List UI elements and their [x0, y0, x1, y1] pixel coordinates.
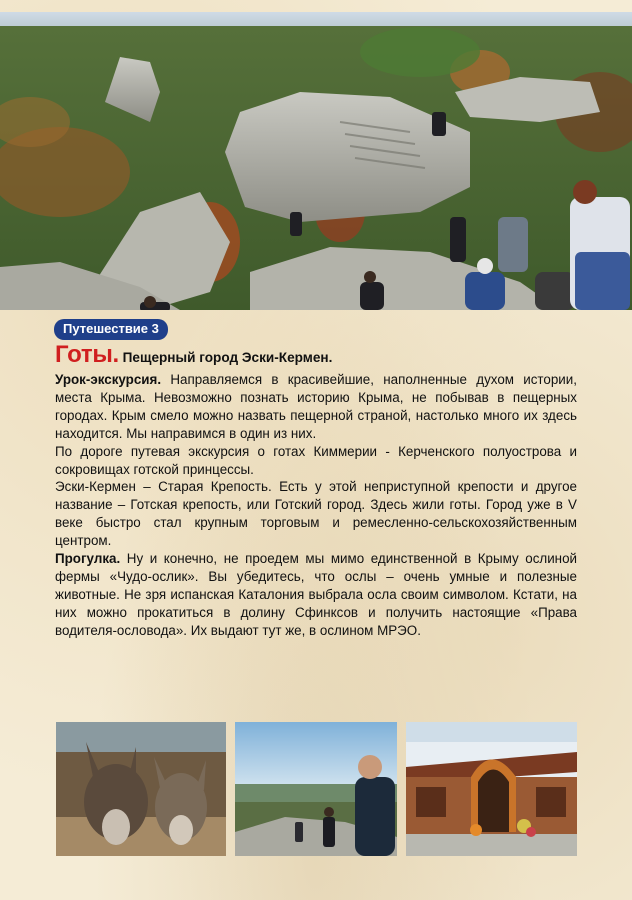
paragraph-excursion: [55, 371, 577, 443]
heading-sub: Пещерный город Эски-Кермен.: [122, 350, 333, 365]
paragraph-walk: [55, 550, 577, 640]
paragraph-lead: Урок-экскурсия.: [55, 372, 162, 387]
donkeys-photo: [56, 722, 226, 856]
hero-photo: [0, 12, 632, 310]
mountain-view-photo: [235, 722, 397, 856]
wooden-cafe-illustration: [406, 722, 577, 856]
paragraph-text: Направляемся в красивейшие, наполненные духом истории, места Крыма. Невозможно познать историю Крыма, не побывав в пещерных городах. Крым смело можно назвать пещерной страной, настолько много их здесь находится. Мы направимся в один из них.: [55, 372, 577, 441]
paragraph-text: Ну и конечно, не проедем мы мимо единственной в Крыму ослиной фермы «Чудо-ослик». Вы убедитесь, что ослы – очень умные и полезные животные. Не зря испанская Каталония выбрала осла своим символом. Кстати, на них можно прокатиться в долину Сфинксов и получить настоящие «Права водителя-ословода». Их выдают тут же, в ослином МРЭО.: [55, 551, 577, 638]
donkeys-illustration: [56, 722, 226, 856]
cave-city-rocks-illustration: [0, 12, 632, 310]
section-tag: Путешествие 3: [54, 319, 168, 340]
article-body: [55, 342, 577, 640]
paragraph-road: [55, 443, 577, 479]
paragraph-text: По дороге путевая экскурсия о готах Киммерии - Керченского полуострова и сокровищах готской принцессы.: [55, 443, 577, 477]
article-heading: [55, 342, 577, 371]
mountain-view-illustration: [235, 722, 397, 856]
photo-strip: [56, 722, 577, 856]
heading-main: Готы.: [55, 341, 119, 368]
wooden-cafe-photo: [406, 722, 577, 856]
paragraph-eski-kermen: [55, 478, 577, 550]
paragraph-lead: Прогулка.: [55, 551, 121, 567]
paragraph-text: Эски-Кермен – Старая Крепость. Есть у этой неприступной крепости и другое название – Готская крепость, или Готский город. Здесь жили готы. Город уже в V веке быстро стал крупным торговым и ремесленно-сельскохозяйственным центром.: [55, 479, 577, 549]
